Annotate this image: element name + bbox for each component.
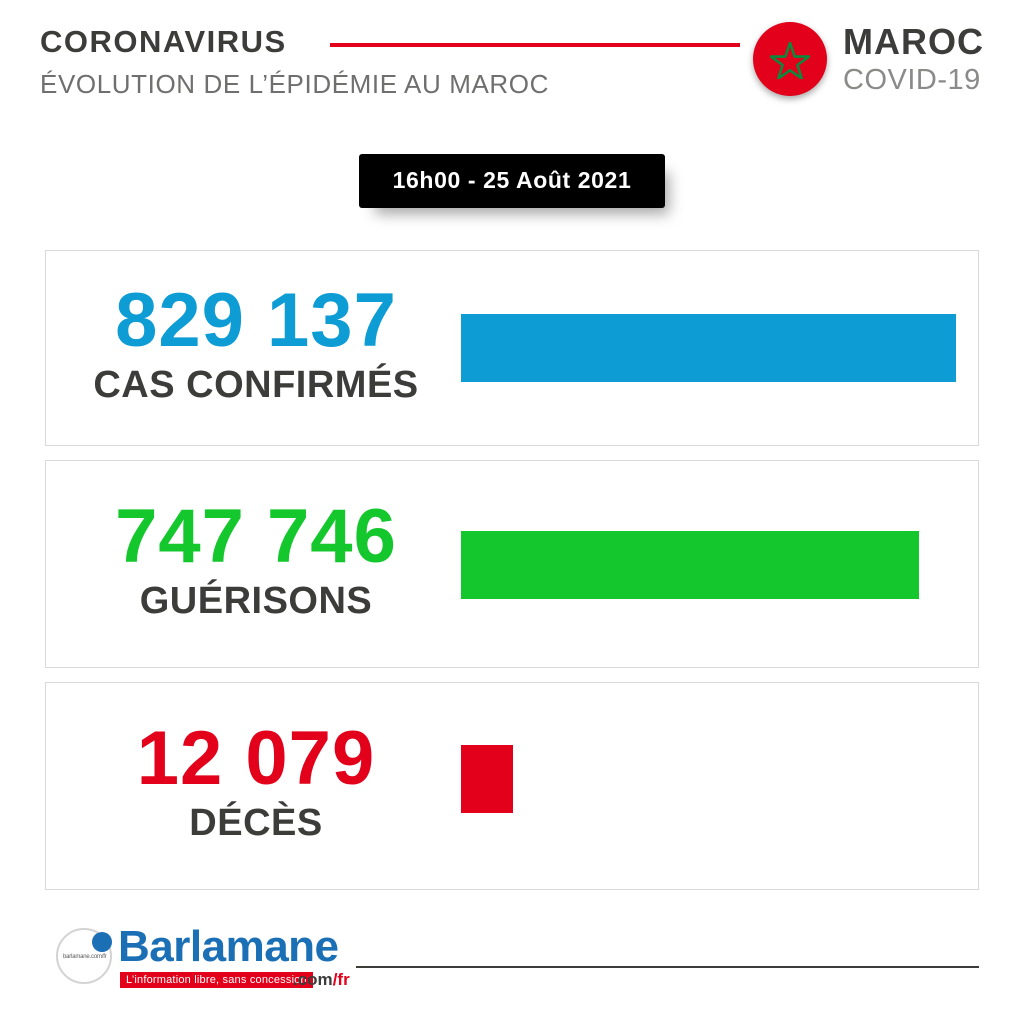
stat-card-confirmed xyxy=(45,250,979,446)
stat-card-deaths xyxy=(45,682,979,890)
stat-value-recovered: 747 746 xyxy=(115,494,397,580)
page-subtitle: ÉVOLUTION DE L’ÉPIDÉMIE AU MAROC xyxy=(40,69,549,99)
stat-label-confirmed: CAS CONFIRMÉS xyxy=(93,363,419,406)
footer-rule xyxy=(356,966,979,968)
footer-brand-name: Barlamane xyxy=(118,922,339,971)
barlamane-logo-icon xyxy=(56,928,112,984)
logo-inner-text: barlamane.com/fr xyxy=(63,954,107,960)
header-title-block xyxy=(40,26,549,100)
date-badge-wrapper xyxy=(0,154,1024,208)
bar-confirmed xyxy=(461,314,956,382)
page-title: CORONAVIRUS xyxy=(40,24,287,59)
stat-text-confirmed xyxy=(46,251,466,445)
bar-recovered xyxy=(461,531,919,599)
date-badge: 16h00 - 25 Août 2021 xyxy=(359,154,666,208)
page-footer xyxy=(56,924,979,990)
stat-card-recovered xyxy=(45,460,979,668)
title-red-rule xyxy=(330,43,740,47)
stat-label-deaths: DÉCÈS xyxy=(189,801,323,844)
stat-text-recovered xyxy=(46,461,466,667)
brand-covid-label: COVID-19 xyxy=(843,63,981,96)
stat-value-confirmed: 829 137 xyxy=(115,278,397,364)
page-header xyxy=(40,20,984,116)
stat-label-recovered: GUÉRISONS xyxy=(139,579,373,622)
brand-text xyxy=(843,20,984,96)
bar-deaths xyxy=(461,745,513,813)
morocco-flag-icon xyxy=(753,22,827,96)
footer-domain-suffix: /fr xyxy=(332,970,350,989)
brand-block xyxy=(753,22,984,96)
footer-tagline: L’information libre, sans concession xyxy=(120,972,313,988)
brand-country-label: MAROC xyxy=(843,20,984,62)
logo-blue-dot-icon xyxy=(92,932,112,952)
stat-cards xyxy=(45,250,979,904)
footer-domain-main: .com xyxy=(293,970,333,989)
footer-domain xyxy=(293,970,350,990)
stat-text-deaths xyxy=(46,683,466,889)
stat-value-deaths: 12 079 xyxy=(136,716,376,802)
